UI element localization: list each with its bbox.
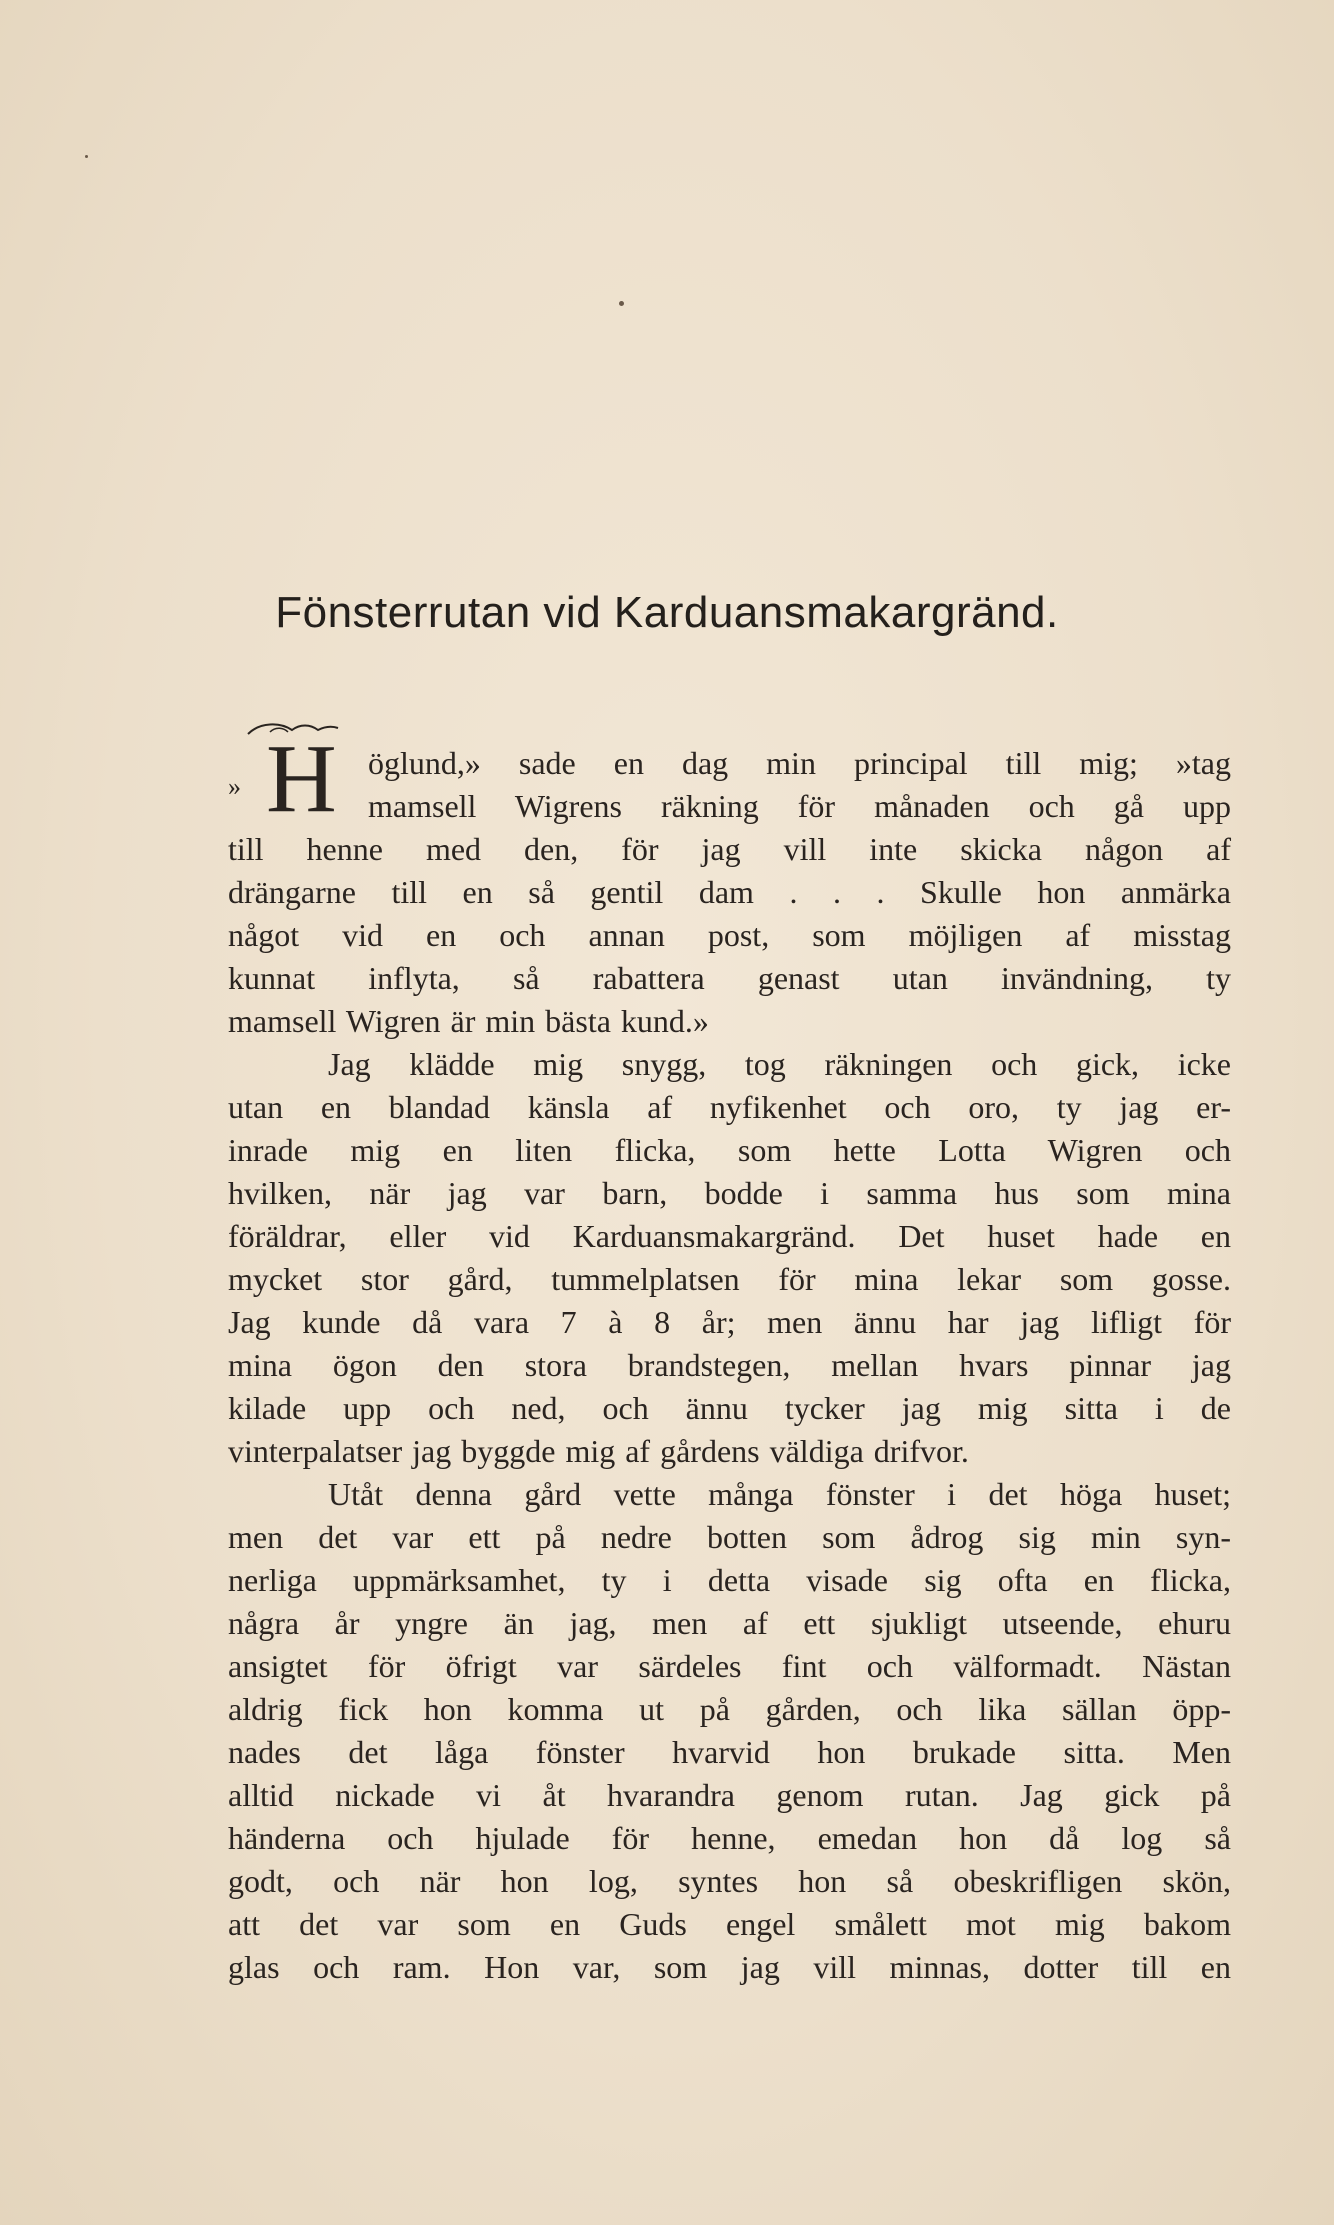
text-line: till henne med den, för jag vill inte skicka någon af bbox=[228, 831, 1231, 867]
text-line: nades det låga fönster hvarvid hon brukade sitta. Men bbox=[228, 1734, 1231, 1770]
text-line: kunnat inflyta, så rabattera genast utan invändning, ty bbox=[228, 960, 1231, 996]
text-line: glas och ram. Hon var, som jag vill minnas, dotter till en bbox=[228, 1949, 1231, 1985]
text-line: aldrig fick hon komma ut på gården, och lika sällan öpp- bbox=[228, 1691, 1231, 1727]
text-line: drängarne till en så gentil dam . . . Skulle hon anmärka bbox=[228, 874, 1231, 910]
chapter-title: Fönsterrutan vid Karduansmakargränd. bbox=[275, 588, 1059, 637]
text-line: mamsell Wigren är min bästa kund.» bbox=[228, 1003, 709, 1039]
opening-quote: » bbox=[228, 772, 241, 801]
body-text bbox=[228, 742, 1231, 1989]
text-line: något vid en och annan post, som möjligen af misstag bbox=[228, 917, 1231, 953]
text-line: hvilken, när jag var barn, bodde i samma hus som mina bbox=[228, 1175, 1231, 1211]
text-line: inrade mig en liten flicka, som hette Lotta Wigren och bbox=[228, 1132, 1231, 1168]
text-line: Jag klädde mig snygg, tog räkningen och gick, icke bbox=[328, 1046, 1231, 1082]
text-line: Utåt denna gård vette många fönster i det höga huset; bbox=[328, 1476, 1231, 1512]
text-line: utan en blandad känsla af nyfikenhet och oro, ty jag er- bbox=[228, 1089, 1231, 1125]
text-line: kilade upp och ned, och ännu tycker jag mig sitta i de bbox=[228, 1390, 1231, 1426]
text-line: mycket stor gård, tummelplatsen för mina lekar som gosse. bbox=[228, 1261, 1231, 1297]
ink-speck bbox=[619, 301, 624, 306]
text-line: alltid nickade vi åt hvarandra genom rutan. Jag gick på bbox=[228, 1777, 1231, 1813]
text-line: ansigtet för öfrigt var särdeles fint och välformadt. Nästan bbox=[228, 1648, 1231, 1684]
text-line: mamsell Wigrens räkning för månaden och gå upp bbox=[368, 788, 1231, 824]
text-line: Jag kunde då vara 7 à 8 år; men ännu har jag lifligt för bbox=[228, 1304, 1231, 1340]
text-line: nerliga uppmärksamhet, ty i detta visade sig ofta en flicka, bbox=[228, 1562, 1231, 1598]
text-line: godt, och när hon log, syntes hon så obeskrifligen skön, bbox=[228, 1863, 1231, 1899]
text-line: händerna och hjulade för henne, emedan hon då log så bbox=[228, 1820, 1231, 1856]
drop-cap-letter: H bbox=[266, 725, 337, 833]
text-line: vinterpalatser jag byggde mig af gårdens väldiga drifvor. bbox=[228, 1433, 969, 1469]
text-line: några år yngre än jag, men af ett sjukligt utseende, ehuru bbox=[228, 1605, 1231, 1641]
text-line: men det var ett på nedre botten som ådrog sig min syn- bbox=[228, 1519, 1231, 1555]
text-line: föräldrar, eller vid Karduansmakargränd. Det huset hade en bbox=[228, 1218, 1231, 1254]
text-line: att det var som en Guds engel smålett mot mig bakom bbox=[228, 1906, 1231, 1942]
text-line: öglund,» sade en dag min principal till mig; »tag bbox=[368, 745, 1231, 781]
text-line: mina ögon den stora brandstegen, mellan hvars pinnar jag bbox=[228, 1347, 1231, 1383]
ink-speck bbox=[85, 155, 88, 158]
